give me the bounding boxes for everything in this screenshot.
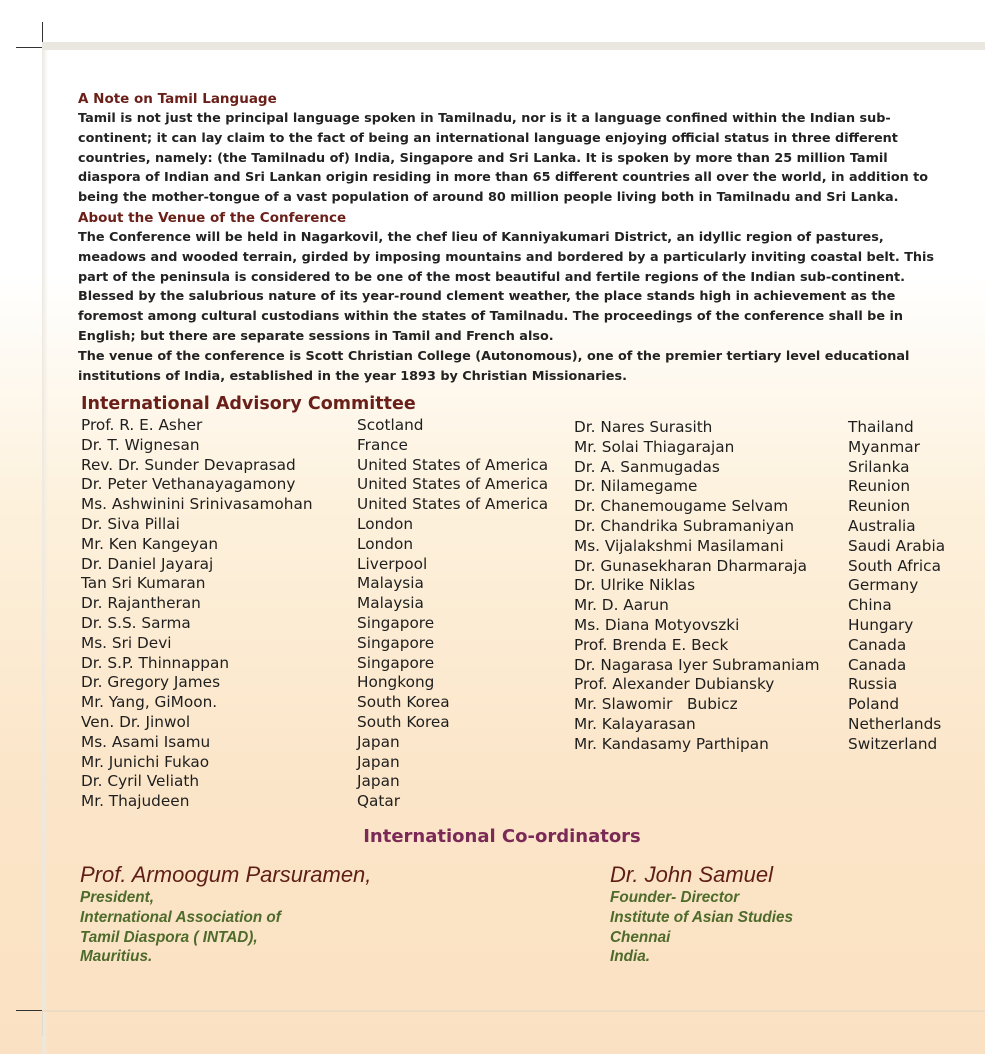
member-name: Dr. Gunasekharan Dharmaraja xyxy=(574,556,807,575)
member-name: Ms. Vijalakshmi Masilamani xyxy=(574,536,784,555)
member-name: Dr. Nagarasa Iyer Subramaniam xyxy=(574,655,820,674)
member-place: London xyxy=(357,514,414,533)
coordinator-card xyxy=(610,862,793,967)
member-name: Mr. Junichi Fukao xyxy=(81,752,210,771)
coordinator-line: Founder- Director xyxy=(610,889,740,906)
committee-title: International Advisory Committee xyxy=(81,394,416,414)
member-name: Dr. Nilamegame xyxy=(574,477,698,496)
member-place: London xyxy=(357,534,414,553)
coordinator-line: India. xyxy=(610,948,650,966)
member-name: Ms. Sri Devi xyxy=(81,633,172,652)
frame-bottom-line xyxy=(42,1010,985,1012)
member-name: Dr. Daniel Jayaraj xyxy=(81,554,214,573)
member-name: Mr. Yang, GiMoon. xyxy=(81,693,218,712)
venue-paragraph-1: The Conference will be held in Nagarkovil, the chef lieu of Kanniyakumari District, an idyllic region of pastures, meadows and wooded terrain, girded by imposing mountains and bordered by a particularly inviting coastal belt. This part of the peninsula is considered to be one of the most beautiful and fertile regions of the Indian sub-continent. Blessed by the salubrious nature of its year-round clement weather, the place stands high in achievement as the foremost among cultural custodians within the states of Tamilnadu. The proceedings of the conference shall be in English; but there are separate sessions in Tamil and French also. xyxy=(78,229,935,344)
frame-top-band xyxy=(42,42,985,50)
crop-mark-top-h xyxy=(16,47,42,48)
member-place: United States of America xyxy=(357,495,549,514)
coordinator-name: Dr. John Samuel xyxy=(610,862,774,887)
member-place: Japan xyxy=(357,732,400,751)
member-place: Japan xyxy=(357,752,400,771)
coordinator-card xyxy=(80,862,371,967)
committee-left-places xyxy=(357,416,548,812)
tamil-heading: A Note on Tamil Language xyxy=(78,91,277,107)
member-place: Hungary xyxy=(848,615,914,634)
coordinator-name: Prof. Armoogum Parsuramen, xyxy=(80,862,372,887)
member-place: Malaysia xyxy=(357,594,424,613)
member-name: Dr. T. Wignesan xyxy=(81,435,200,454)
member-place: South Korea xyxy=(357,693,450,712)
member-place: Singapore xyxy=(357,613,435,632)
member-name: Dr. S.S. Sarma xyxy=(81,613,191,632)
member-name: Dr. Ulrike Niklas xyxy=(574,576,696,595)
member-place: Srilanka xyxy=(848,457,910,476)
venue-paragraph-2: The venue of the conference is Scott Christian College (Autonomous), one of the premier tertiary level educational institutions of India, established in the year 1893 by Christian Missionaries. xyxy=(78,348,910,384)
member-place: Australia xyxy=(848,516,916,535)
member-name: Dr. Chanemougame Selvam xyxy=(574,497,789,516)
member-place: Netherlands xyxy=(848,714,942,733)
coordinator-line: Tamil Diaspora ( INTAD), xyxy=(80,928,258,946)
member-place: South Korea xyxy=(357,712,450,731)
member-name: Dr. Rajantheran xyxy=(81,594,201,613)
member-name: Mr. D. Aarun xyxy=(574,596,669,615)
member-place: Reunion xyxy=(848,497,911,516)
member-place: United States of America xyxy=(357,475,549,494)
member-name: Mr. Slawomir Bubicz xyxy=(574,695,738,714)
member-name: Prof. Alexander Dubiansky xyxy=(574,675,775,694)
member-place: Russia xyxy=(848,675,898,694)
committee-left-names xyxy=(81,416,313,812)
member-name: Mr. Kalayarasan xyxy=(574,714,696,733)
member-name: Dr. Gregory James xyxy=(81,673,221,692)
member-name: Ms. Ashwinini Srinivasamohan xyxy=(81,495,313,514)
frame-left-band xyxy=(42,42,48,1054)
tamil-paragraph: Tamil is not just the principal language spoken in Tamilnadu, nor is it a language confined within the Indian sub-continent; it can lay claim to the fact of being an international language enjoying official status in three different countries, namely: (the Tamilnadu of) India, Singapore and Sri Lanka. It is spoken by more than 25 million Tamil diaspora of Indian and Sri Lankan origin residing in more than 65 different countries all over the world, in addition to being the mother-tongue of a vast population of around 80 million people living both in Tamilnadu and Sri Lanka. xyxy=(78,111,929,206)
coordinator-line: President, xyxy=(80,889,154,906)
member-place: Malaysia xyxy=(357,574,424,593)
member-name: Tan Sri Kumaran xyxy=(81,574,206,593)
member-place: Scotland xyxy=(357,416,424,434)
member-name: Mr. Kandasamy Parthipan xyxy=(574,734,769,753)
venue-heading: About the Venue of the Conference xyxy=(78,209,347,226)
coordinator-line: Institute of Asian Studies xyxy=(610,908,794,926)
member-place: Myanmar xyxy=(848,437,920,456)
member-name: Dr. S.P. Thinnappan xyxy=(81,653,230,672)
committee-right-places xyxy=(848,418,945,755)
member-place: Saudi Arabia xyxy=(848,536,946,555)
member-place: France xyxy=(357,435,408,454)
member-place: Singapore xyxy=(357,633,435,652)
member-name: Dr. Chandrika Subramaniyan xyxy=(574,516,795,535)
member-place: Germany xyxy=(848,576,919,595)
coordinator-line: Mauritius. xyxy=(80,948,153,966)
member-place: Japan xyxy=(357,772,400,791)
member-name: Rev. Dr. Sunder Devaprasad xyxy=(81,455,296,474)
member-name: Dr. Siva Pillai xyxy=(81,514,180,533)
member-name: Ms. Asami Isamu xyxy=(81,732,211,751)
member-place: United States of America xyxy=(357,455,549,474)
member-name: Prof. Brenda E. Beck xyxy=(574,635,729,654)
member-place: Qatar xyxy=(357,792,401,811)
member-place: Hongkong xyxy=(357,673,435,692)
member-name: Ms. Diana Motyovszki xyxy=(574,615,740,634)
member-name: Mr. Ken Kangeyan xyxy=(81,534,219,553)
member-place: China xyxy=(848,596,892,615)
member-name: Mr. Thajudeen xyxy=(81,792,190,811)
crop-mark-bottom-h xyxy=(16,1010,42,1011)
coordinators-title: International Co-ordinators xyxy=(363,826,641,847)
member-place: Canada xyxy=(848,635,907,654)
committee-right-names xyxy=(574,418,820,755)
member-place: Reunion xyxy=(848,477,911,496)
member-place: Liverpool xyxy=(357,554,428,573)
coordinator-line: Chennai xyxy=(610,928,671,946)
member-name: Dr. Peter Vethanayagamony xyxy=(81,475,296,494)
coordinator-line: International Association of xyxy=(80,908,281,926)
member-place: Thailand xyxy=(848,418,914,436)
member-name: Mr. Solai Thiagarajan xyxy=(574,437,735,456)
member-place: Poland xyxy=(848,695,900,714)
member-name: Dr. Cyril Veliath xyxy=(81,772,200,791)
member-place: Switzerland xyxy=(848,734,938,753)
notes-section xyxy=(78,89,948,386)
member-name: Prof. R. E. Asher xyxy=(81,416,203,434)
member-name: Dr. Nares Surasith xyxy=(574,418,713,436)
member-place: South Africa xyxy=(848,556,941,575)
member-place: Canada xyxy=(848,655,907,674)
member-name: Ven. Dr. Jinwol xyxy=(81,712,191,731)
member-place: Singapore xyxy=(357,653,435,672)
member-name: Dr. A. Sanmugadas xyxy=(574,457,720,476)
